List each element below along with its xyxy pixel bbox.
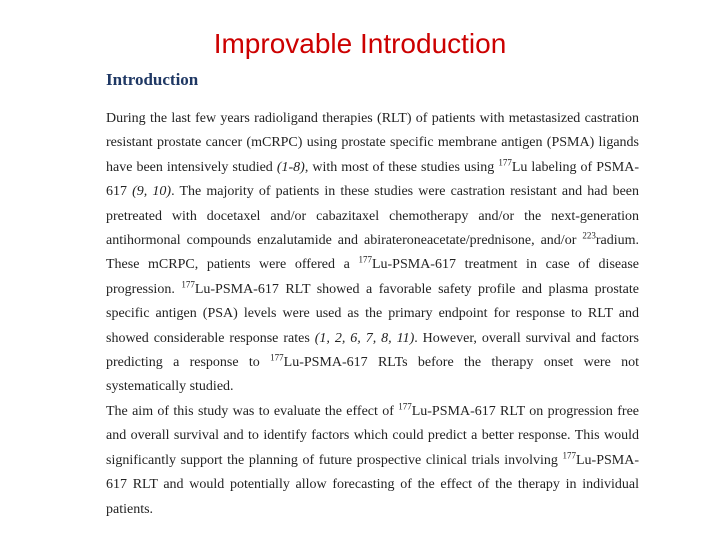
isotope-superscript: 223 <box>582 230 596 241</box>
citation-3: (1, 2, 6, 7, 8, 11) <box>314 330 415 346</box>
isotope-superscript: 177 <box>270 352 284 363</box>
p1-text-3: Lu labeling of PSMA-617 <box>106 159 639 200</box>
isotope-superscript: 177 <box>181 279 195 290</box>
isotope-superscript: 177 <box>358 254 372 265</box>
p1-text-6: Lu-PSMA-617 treatment in case of disease progression. <box>106 257 639 297</box>
p1-text-2: , with most of these studies using <box>304 159 499 175</box>
p1-text-1: During the last few years radioligand therapies (RLT) of patients with metastasized castration resistant prostate cancer (mCRPC) using prostate specific membrane antigen (PSMA) ligands have been intensively studied <box>106 111 639 175</box>
document-excerpt <box>106 70 639 522</box>
p1-text-8: . However, overall survival and factors predicting a response to <box>106 330 639 371</box>
p2-text-2: Lu-PSMA-617 RLT on progression free and overall survival and to identify factors which could predict a better response. This would significantly support the planning of future prospective clinical trials involving <box>106 403 639 468</box>
citation-2: (9, 10) <box>132 184 172 200</box>
p1-text-9: Lu-PSMA-617 RLTs before the therapy onset were not systematically studied. <box>106 355 639 395</box>
isotope-superscript: 177 <box>398 401 412 412</box>
paragraph-2 <box>106 400 639 522</box>
slide-title: Improvable Introduction <box>213 28 507 59</box>
section-heading: Introduction <box>106 70 199 89</box>
citation-1: (1-8) <box>276 159 305 175</box>
p1-text-5: radium. These mCRPC, patients were offered a <box>106 233 639 273</box>
isotope-superscript: 177 <box>498 157 512 168</box>
p1-text-7: Lu-PSMA-617 RLT showed a favorable safety profile and plasma prostate specific antigen (PSA) levels were used as the primary endpoint for response to RLT and showed considerable response rates <box>106 281 639 346</box>
p1-text-4: . The majority of patients in these studies were castration resistant and had been pretreated with docetaxel and/or cabazitaxel chemotherapy and/or the next-generation antihormonal compounds enzalutamide and abirateroneacetate/prednisone, and/or <box>106 184 639 249</box>
isotope-superscript: 177 <box>562 450 576 461</box>
p2-text-1: The aim of this study was to evaluate the effect of <box>106 403 399 419</box>
paragraph-1 <box>106 107 639 400</box>
p2-text-3: Lu-PSMA-617 RLT and would potentially allow forecasting of the effect of the therapy in individual patients. <box>106 452 639 517</box>
